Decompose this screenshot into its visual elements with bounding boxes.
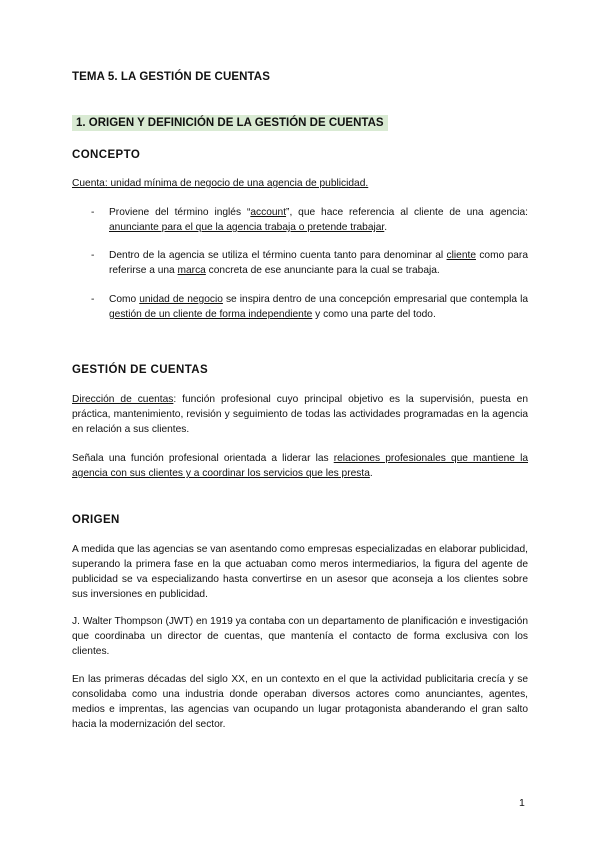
text-run: Señala una función profesional orientada a liderar las bbox=[72, 453, 334, 464]
text-run: ”, que hace referencia al cliente de una agencia: bbox=[286, 207, 529, 218]
bullet-marker: - bbox=[91, 250, 95, 261]
text-run: concreta de ese anunciante para la cual se trabaja. bbox=[205, 265, 440, 276]
heading-gestion-cuentas: GESTIÓN DE CUENTAS bbox=[72, 364, 209, 376]
text-run: . bbox=[369, 468, 373, 479]
page-number: 1 bbox=[519, 797, 525, 809]
paragraph-origen-agencias: A medida que las agencias se van asentando como empresas especializadas en elaborar publicidad, superando la primera fase en la que actuaban como meros intermediarios, la figura del agente de publicidad se va especializando hasta convertirse en un asesor que aconseja a los clientes sobre sus inversiones en publicidad. bbox=[72, 544, 528, 600]
bullet-item-unidad-negocio bbox=[109, 292, 528, 322]
underlined-term: cliente bbox=[446, 250, 476, 261]
section-heading-origen-definicion: 1. ORIGEN Y DEFINICIÓN DE LA GESTIÓN DE CUENTAS bbox=[72, 115, 388, 131]
bullet-item-account bbox=[109, 205, 528, 235]
text-run: . bbox=[384, 222, 388, 233]
paragraph-origen-siglo-xx: En las primeras décadas del siglo XX, en un contexto en el que la actividad publicitaria crecía y se consolidaba como una industria donde operaban diversos actores como anunciantes, agentes, medios e imprentas, las agencias van ocupando un lugar protagonista abanderando el gran salto hacia la modernización del sector. bbox=[72, 674, 528, 730]
definition-cuenta: Cuenta: unidad mínima de negocio de una agencia de publicidad. bbox=[72, 178, 369, 189]
paragraph-origen-jwt: J. Walter Thompson (JWT) en 1919 ya contaba con un departamento de planificación e investigación que coordinaba un director de cuentas, que mantenía el contacto de forma exclusiva con los clientes. bbox=[72, 616, 528, 657]
paragraph-funcion-profesional bbox=[72, 451, 528, 481]
underlined-term: anunciante para el que la agencia trabaja o pretende trabajar bbox=[109, 222, 385, 233]
underlined-term: account bbox=[250, 207, 287, 218]
heading-concepto: CONCEPTO bbox=[72, 149, 141, 161]
underlined-term: gestión de un cliente de forma independiente bbox=[109, 309, 313, 320]
underlined-term: unidad de negocio bbox=[139, 294, 223, 305]
underlined-term: Dirección de cuentas bbox=[72, 394, 174, 405]
bullet-item-cliente bbox=[109, 248, 528, 278]
text-run: Como bbox=[109, 294, 140, 305]
text-run: Dentro de la agencia se utiliza el término cuenta tanto para denominar al bbox=[109, 250, 447, 261]
text-run: como para referirse a una bbox=[109, 250, 528, 276]
text-run: y como una parte del todo. bbox=[312, 309, 436, 320]
bullet-marker: - bbox=[91, 207, 95, 218]
heading-origen: ORIGEN bbox=[72, 514, 120, 526]
bullet-marker: - bbox=[91, 294, 95, 305]
document-title: TEMA 5. LA GESTIÓN DE CUENTAS bbox=[72, 71, 270, 83]
text-run: : función profesional cuyo principal objetivo es la supervisión, puesta en práctica, mantenimiento, revisión y seguimiento de todas las actividades programadas en la agencia en relación a sus clientes. bbox=[72, 394, 528, 435]
underlined-term: marca bbox=[177, 265, 206, 276]
text-run: se inspira dentro de una concepción empresarial que contempla la bbox=[222, 294, 528, 305]
underlined-term: relaciones profesionales que mantiene la agencia con sus clientes y a coordinar los servicios que les presta bbox=[72, 453, 528, 479]
paragraph-direccion-cuentas bbox=[72, 392, 528, 437]
text-run: Proviene del término inglés “ bbox=[109, 207, 251, 218]
